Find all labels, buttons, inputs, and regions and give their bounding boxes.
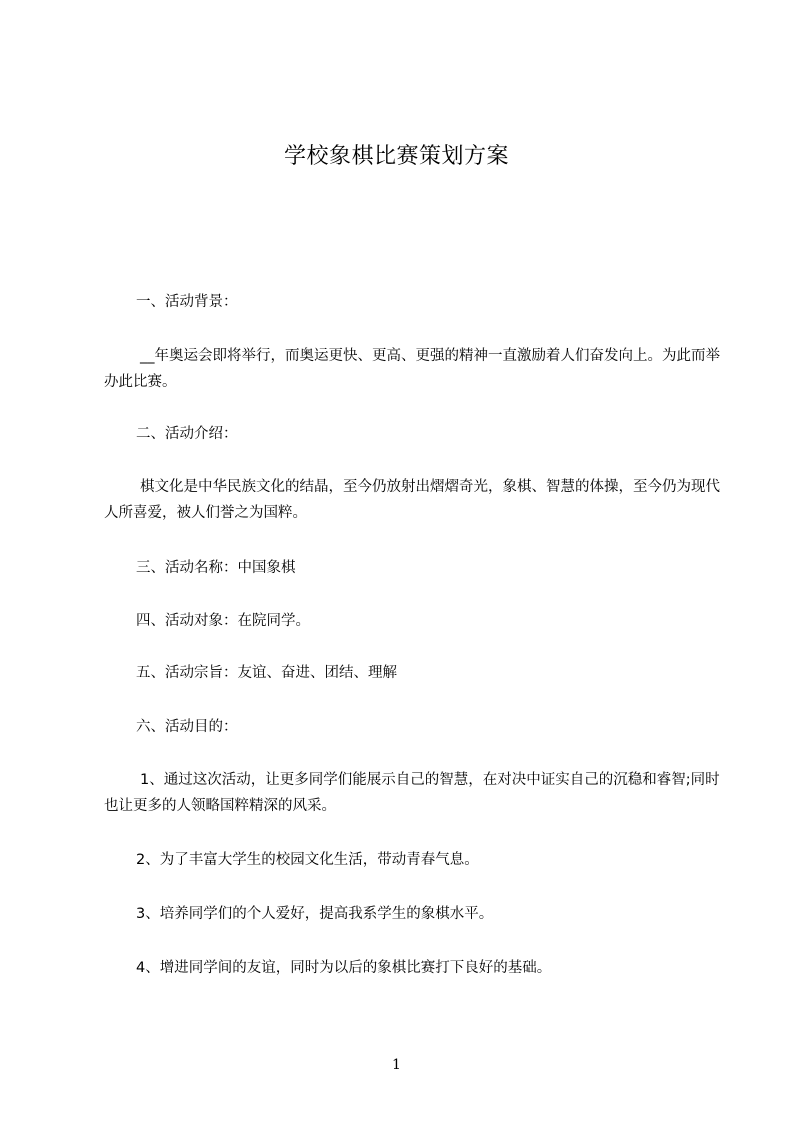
paragraph-introduction: 棋文化是中华民族文化的结晶，至今仍放射出熠熠奇光，象棋、智慧的体操，至今仍为现代人所喜爱，被人们誉之为国粹。 — [104, 479, 720, 521]
goal-item-2: 2、为了丰富大学生的校园文化生活，带动青春气息。 — [136, 852, 479, 868]
document-title: 学校象棋比赛策划方案 — [283, 144, 509, 169]
section-heading-audience: 四、活动对象：在院同学。 — [136, 613, 310, 629]
page-number: 1 — [392, 1057, 401, 1073]
section-heading-background: 一、活动背景： — [136, 294, 238, 310]
goal-item-1: 1、通过这次活动，让更多同学们能展示自己的智慧，在对决中证实自己的沉稳和睿智;同时也让更多的人领略国粹精深的风采。 — [104, 772, 720, 814]
section-heading-introduction: 二、活动介绍： — [136, 426, 238, 442]
section-heading-goals: 六、活动目的： — [136, 719, 238, 735]
paragraph-background: __年奥运会即将举行，而奥运更快、更高、更强的精神一直激励着人们奋发向上。为此而举办此比赛。 — [104, 348, 720, 390]
section-heading-purpose: 五、活动宗旨：友谊、奋进、团结、理解 — [136, 665, 397, 681]
goal-item-4: 4、增进同学间的友谊，同时为以后的象棋比赛打下良好的基础。 — [136, 960, 552, 976]
goal-item-3: 3、培养同学们的个人爱好，提高我系学生的象棋水平。 — [136, 906, 494, 922]
section-heading-name: 三、活动名称：中国象棋 — [136, 560, 296, 576]
